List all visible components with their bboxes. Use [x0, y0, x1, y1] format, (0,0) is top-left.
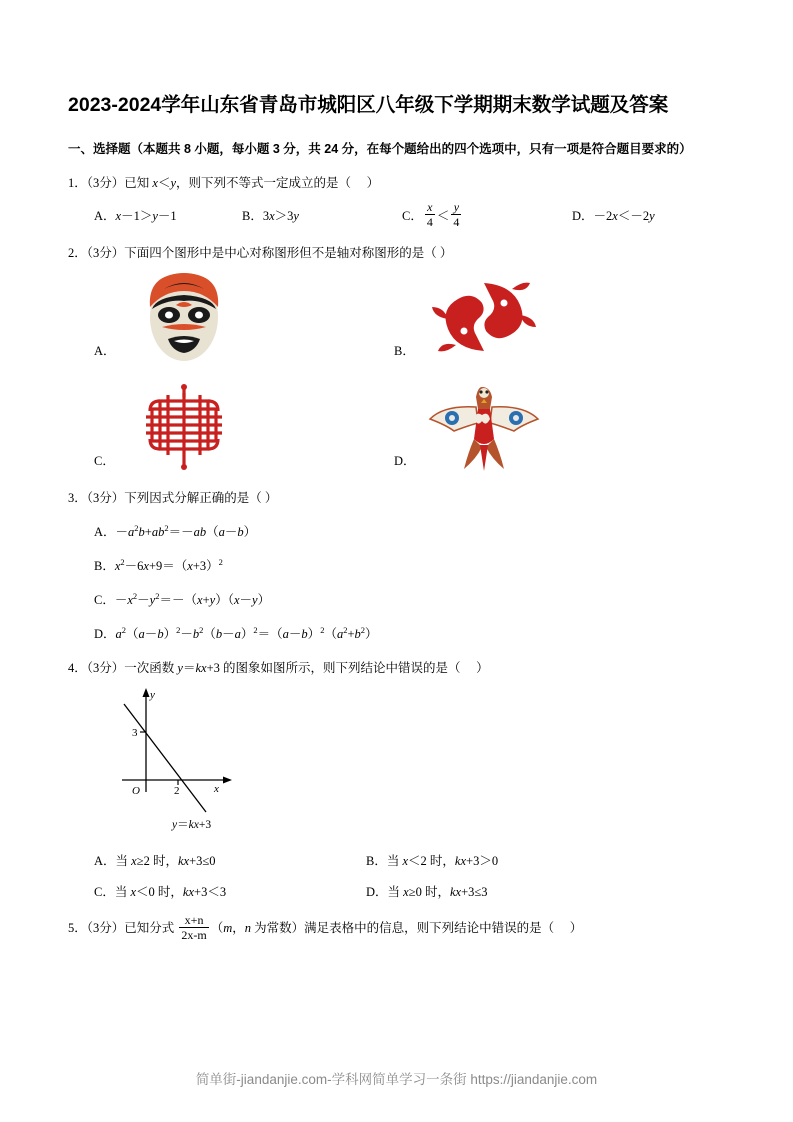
peking-opera-mask — [124, 269, 244, 365]
svg-text:y＝kx+3: y＝kx+3 — [172, 818, 212, 831]
option-3-c[interactable]: C．$-x^2-y^2=-(x+y)(x-y)$ — [94, 591, 271, 608]
option-3-b[interactable]: B．$x^2-6x+9=(x+3)^2$ — [94, 557, 223, 574]
question-3-options — [68, 518, 725, 645]
question-1-stem: 1．（3分）已知 x＜y，则下列不等式一定成立的是（ ） — [68, 176, 380, 190]
figure-label-b: B． — [394, 344, 415, 358]
question-1 — [68, 173, 725, 230]
option-3-d[interactable]: D．$a^2(a-b)^2-b^2(b-a)^2=(a-b)^2(a^2+b^2)$ — [94, 625, 378, 642]
figure-label-a: A． — [94, 344, 116, 358]
question-4-stem: 4．（3分）一次函数 y＝kx+3 的图象如图所示，则下列结论中错误的是（ ） — [68, 660, 489, 675]
question-4-graph — [68, 684, 725, 840]
figure-label-c: C． — [94, 454, 115, 468]
option-4-c[interactable]: C．当 x＜0 时，kx+3＜3 — [94, 884, 227, 899]
chinese-knot — [124, 379, 244, 475]
kite-bird — [424, 379, 544, 475]
option-4-b[interactable]: B．当 x＜2 时，kx+3＞0 — [366, 853, 499, 868]
section-heading: 一、选择题（本题共 8 小题，每小题 3 分，共 24 分，在每个题给出的四个选项中，只有一项是符合题目要求的） — [68, 142, 692, 156]
question-2 — [68, 243, 725, 475]
option-1-b[interactable]: B．3 x ＞3 y — [242, 209, 299, 223]
svg-text:y: y — [150, 688, 155, 701]
figure-option-c[interactable] — [68, 379, 368, 475]
figure-label-d: D． — [394, 454, 416, 468]
question-5-stem: 5．（3分）已知分式 $\frac{x+n}{2x-m}$ （m，n 为常数）满足表格中的信息，则下列结论中错误的是（ ） — [68, 912, 583, 942]
question-2-stem: 2．（3分）下面四个图形中是中心对称图形但不是轴对称图形的是（ ） — [68, 246, 453, 260]
svg-text:x: x — [214, 782, 219, 795]
page-title: 2023-2024学年山东省青岛市城阳区八年级下学期期末数学试题及答案 — [68, 94, 669, 116]
question-3 — [68, 488, 725, 645]
option-4-d[interactable]: D．当 x≥0 时，kx+3≤3 — [366, 884, 488, 899]
footer-watermark: 简单街-jiandanjie.com-学科网简单学习一条街 https://jiandanjie.com — [195, 1072, 598, 1087]
option-1-a[interactable]: A． x －1＞ y －1 — [94, 209, 177, 223]
option-1-c[interactable]: C． $\frac{x}{4}$ ＜ $\frac{y}{4}$ — [402, 200, 460, 229]
question-5 — [68, 912, 725, 943]
figure-option-a[interactable] — [68, 269, 368, 365]
option-4-a[interactable]: A．当 x≥2 时，kx+3≤0 — [94, 853, 216, 868]
question-4 — [68, 658, 725, 902]
paper-cut-fish — [424, 269, 544, 365]
svg-text:2: 2 — [174, 784, 180, 797]
question-4-options — [68, 851, 725, 902]
option-3-a[interactable]: A．$-a^2b+ab^2=-ab(a-b)$ — [94, 523, 257, 540]
figure-option-b[interactable] — [368, 269, 668, 365]
option-1-d[interactable]: D．－2 x ＜－2 y — [572, 209, 655, 223]
svg-text:O: O — [132, 784, 140, 797]
figure-option-d[interactable] — [368, 379, 668, 475]
question-2-figures — [68, 269, 725, 475]
svg-text:3: 3 — [132, 726, 138, 739]
question-3-stem: 3．（3分）下列因式分解正确的是（ ） — [68, 491, 278, 505]
question-1-options — [68, 202, 725, 230]
